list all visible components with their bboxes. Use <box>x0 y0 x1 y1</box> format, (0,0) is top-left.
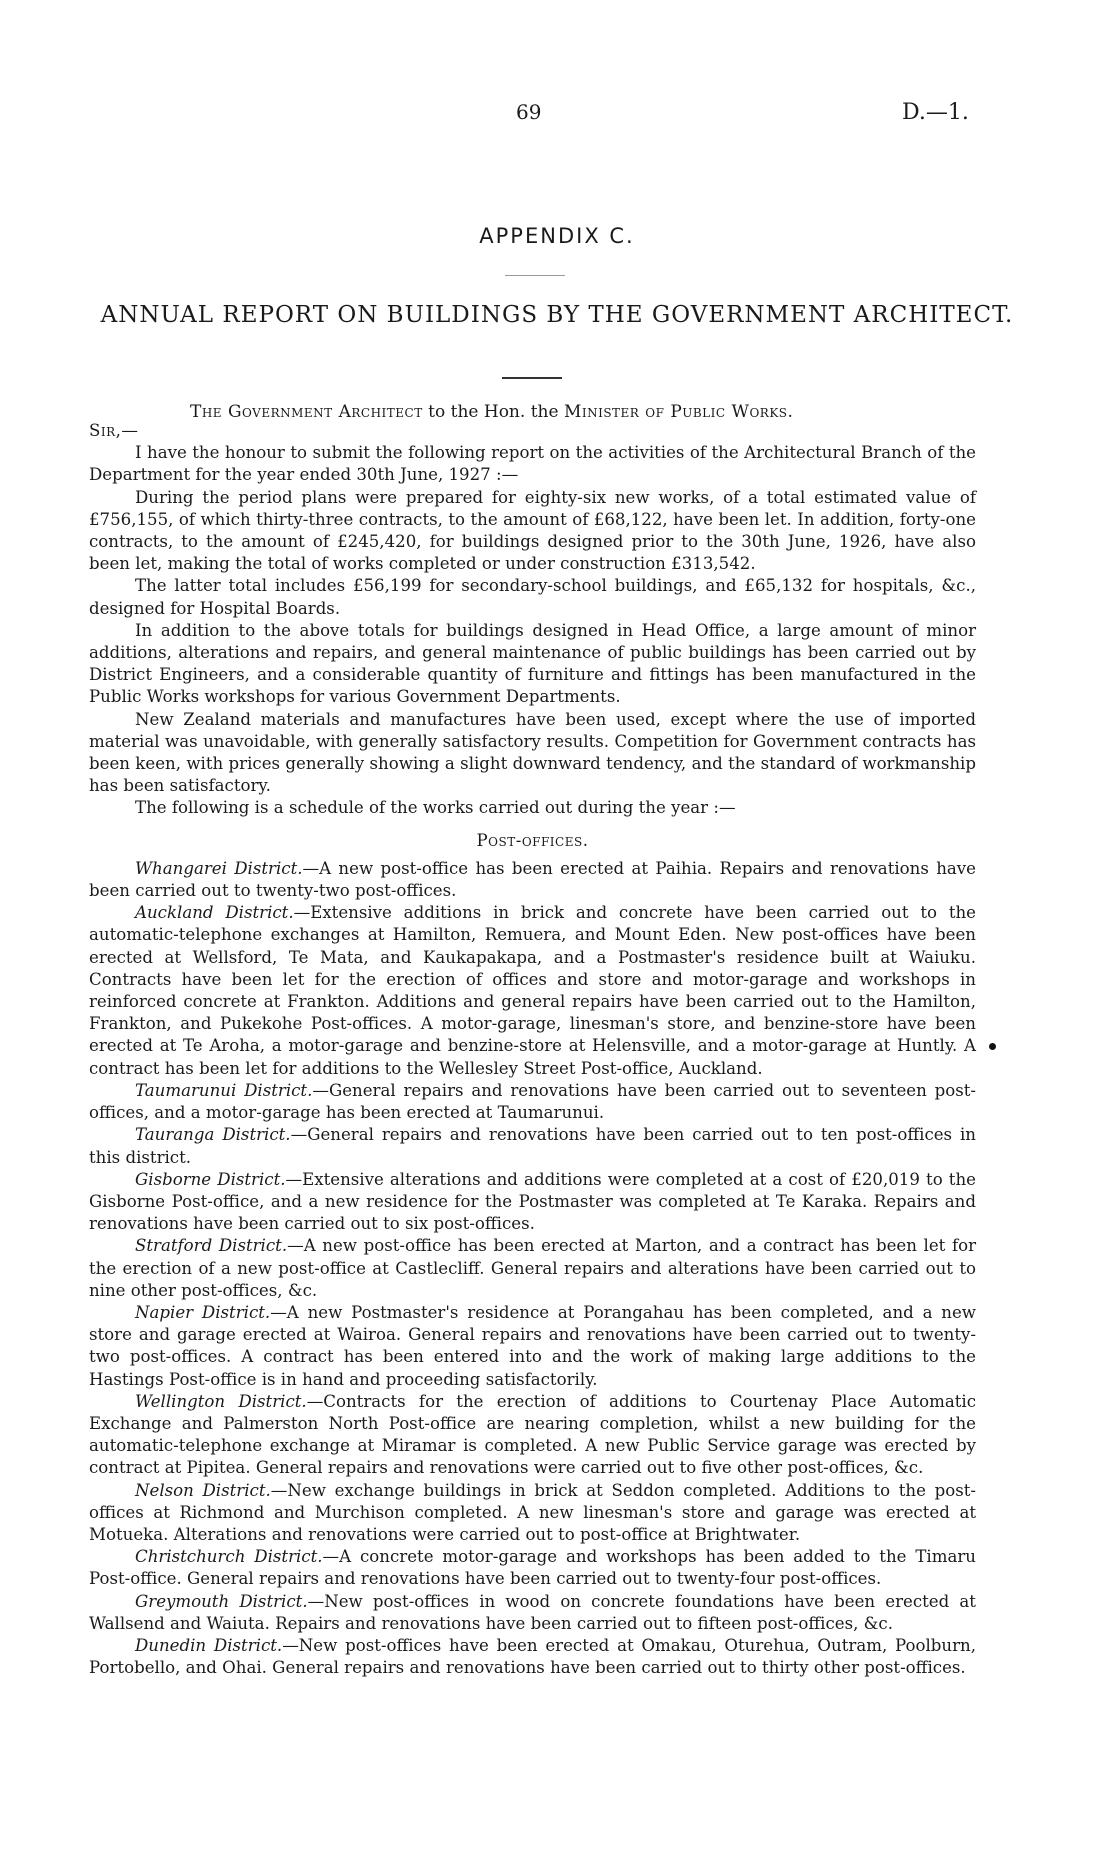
district-name: Taumarunui District. <box>135 1080 313 1100</box>
paragraph: New Zealand materials and manufactures have been used, except where the use of imported material was unavoidable, with generally satisfactory results. Competition for Government contracts has been keen, with prices generally showing a slight downward tendency, and the standard of workmanship has been satisfactory. <box>89 709 976 796</box>
district-name: Dunedin District. <box>135 1635 283 1655</box>
district-paragraph <box>89 858 976 902</box>
district-paragraph <box>89 1080 976 1124</box>
margin-dot-mark <box>989 1043 996 1050</box>
district-text: —General repairs and renovations have been carried out to seventeen post-offices, and a motor-garage has been erected at Taumarunui. <box>89 1080 976 1123</box>
district-name: Christchurch District. <box>135 1547 323 1567</box>
address-to: Minister of Public Works. <box>563 402 794 422</box>
paragraph: The following is a schedule of the works carried out during the year :— <box>135 798 736 818</box>
district-paragraph <box>89 902 976 1080</box>
district-paragraph <box>89 1302 976 1391</box>
district-text: —A new post-office has been erected at Paihia. Repairs and renovations have been carried out to twenty-two post-offices. <box>89 858 976 901</box>
report-body <box>89 420 976 1679</box>
page-number: 69 <box>516 100 542 124</box>
district-name: Wellington District. <box>135 1391 307 1411</box>
paragraph: I have the honour to submit the following report on the activities of the Architectural Branch of the Department for the year ended 30th June, 1927 :— <box>89 443 976 485</box>
district-paragraph <box>89 1391 976 1480</box>
report-title: ANNUAL REPORT ON BUILDINGS BY THE GOVERNMENT ARCHITECT. <box>100 302 1014 328</box>
district-text: —A new post-office has been erected at Marton, and a contract has been let for the erection of a new post-office at Castlecliff. General repairs and alterations have been carried out to nine other post-offices, &c. <box>89 1236 977 1300</box>
district-name: Stratford District. <box>135 1236 288 1256</box>
district-text: —General repairs and renovations have been carried out to ten post-offices in this district. <box>89 1125 976 1167</box>
district-text: —Extensive additions in brick and concrete have been carried out to the automatic-telephone exchanges at Hamilton, Remuera, and Mount Eden. New post-offices have been erected at Wellsford, Te Mata, and Kaukapakapa, and a Postmaster's residence built at Waiuku. Contracts have been let for the erection of offices and store and motor-garage and workshops in reinforced concrete at Frankton. Additions and general repairs have been carried out to the Hamilton, Frankton, and Pukekohe Post-offices. A motor-garage, linesman's store, and benzine-store have been erected at Te Aroha, a motor-garage and benzine-store at Helensville, and a motor-garage at Huntly. A contract has been let for additions to the Wellesley Street Post-office, Auckland. <box>89 903 976 1078</box>
district-paragraph <box>89 1169 976 1236</box>
salutation: Sir,— <box>89 421 139 440</box>
document-code: D.—1. <box>902 100 969 125</box>
district-paragraph <box>89 1124 976 1168</box>
address-from: The Government Architect <box>190 402 423 422</box>
district-text: —New post-offices have been erected at Omakau, Oturehua, Outram, Poolburn, Portobello, and Ohai. General repairs and renovations have been carried out to thirty other post-offices. <box>89 1635 976 1678</box>
district-paragraph <box>89 1546 976 1590</box>
divider-rule <box>502 377 562 379</box>
district-text: —New exchange buildings in brick at Seddon completed. Additions to the post-offices at Richmond and Murchison completed. A new linesman's store and garage was erected at Motueka. Alterations and renovations were carried out to post-office at Brightwater. <box>89 1480 976 1544</box>
district-name: Auckland District. <box>135 903 294 923</box>
district-text: —Contracts for the erection of additions to Courtenay Place Automatic Exchange and Palmerston North Post-office are nearing completion, whilst a new building for the automatic-telephone exchange at Miramar is completed. A new Public Service garage was erected by contract at Pipitea. General repairs and renovations were carried out to five other post-offices, &c. <box>89 1391 976 1478</box>
section-heading: Post-offices. <box>476 830 589 850</box>
district-paragraph <box>89 1591 976 1635</box>
district-name: Greymouth District. <box>135 1591 308 1611</box>
paragraph: In addition to the above totals for buildings designed in Head Office, a large amount of minor additions, alterations and repairs, and general maintenance of public buildings has been carried out by District Engineers, and a considerable quantity of furniture and fittings has been manufactured in the Public Works workshops for various Government Departments. <box>89 620 976 707</box>
address-line <box>190 402 793 422</box>
district-paragraph <box>89 1480 976 1547</box>
district-name: Napier District. <box>135 1302 271 1322</box>
district-text: —A new Postmaster's residence at Porangahau has been completed, and a new store and garage erected at Wairoa. General repairs and renovations have been carried out to twenty-two post-offices. A contract has been entered into and the work of making large additions to the Hastings Post-office is in hand and proceeding satisfactorily. <box>89 1302 977 1389</box>
appendix-title: APPENDIX C. <box>479 224 635 248</box>
district-paragraph <box>89 1635 976 1679</box>
district-name: Gisborne District. <box>135 1169 286 1189</box>
district-text: —New post-offices in wood on concrete foundations have been erected at Wallsend and Waiuta. Repairs and renovations have been carried out to fifteen post-offices, &c. <box>89 1591 976 1633</box>
district-name: Tauranga District. <box>135 1125 291 1145</box>
divider-rule <box>505 275 565 276</box>
district-name: Whangarei District. <box>135 858 303 878</box>
paragraph: During the period plans were prepared for eighty-six new works, of a total estimated value of £756,155, of which thirty-three contracts, to the amount of £68,122, have been let. In addition, forty-one contracts, to the amount of £245,420, for buildings designed prior to the 30th June, 1926, have also been let, making the total of works completed or under construction £313,542. <box>89 487 976 574</box>
district-paragraph <box>89 1235 976 1302</box>
paragraph: The latter total includes £56,199 for secondary-school buildings, and £65,132 for hospitals, &c., designed for Hospital Boards. <box>89 576 976 618</box>
district-text: —Extensive alterations and additions were completed at a cost of £20,019 to the Gisborne Post-office, and a new residence for the Postmaster was completed at Te Karaka. Repairs and renovations have been carried out to six post-offices. <box>89 1169 976 1234</box>
district-text: —A concrete motor-garage and workshops has been added to the Timaru Post-office. General repairs and renovations have been carried out to twenty-four post-offices. <box>89 1547 976 1589</box>
address-connector: to the Hon. the <box>428 402 559 422</box>
district-name: Nelson District. <box>135 1480 271 1500</box>
